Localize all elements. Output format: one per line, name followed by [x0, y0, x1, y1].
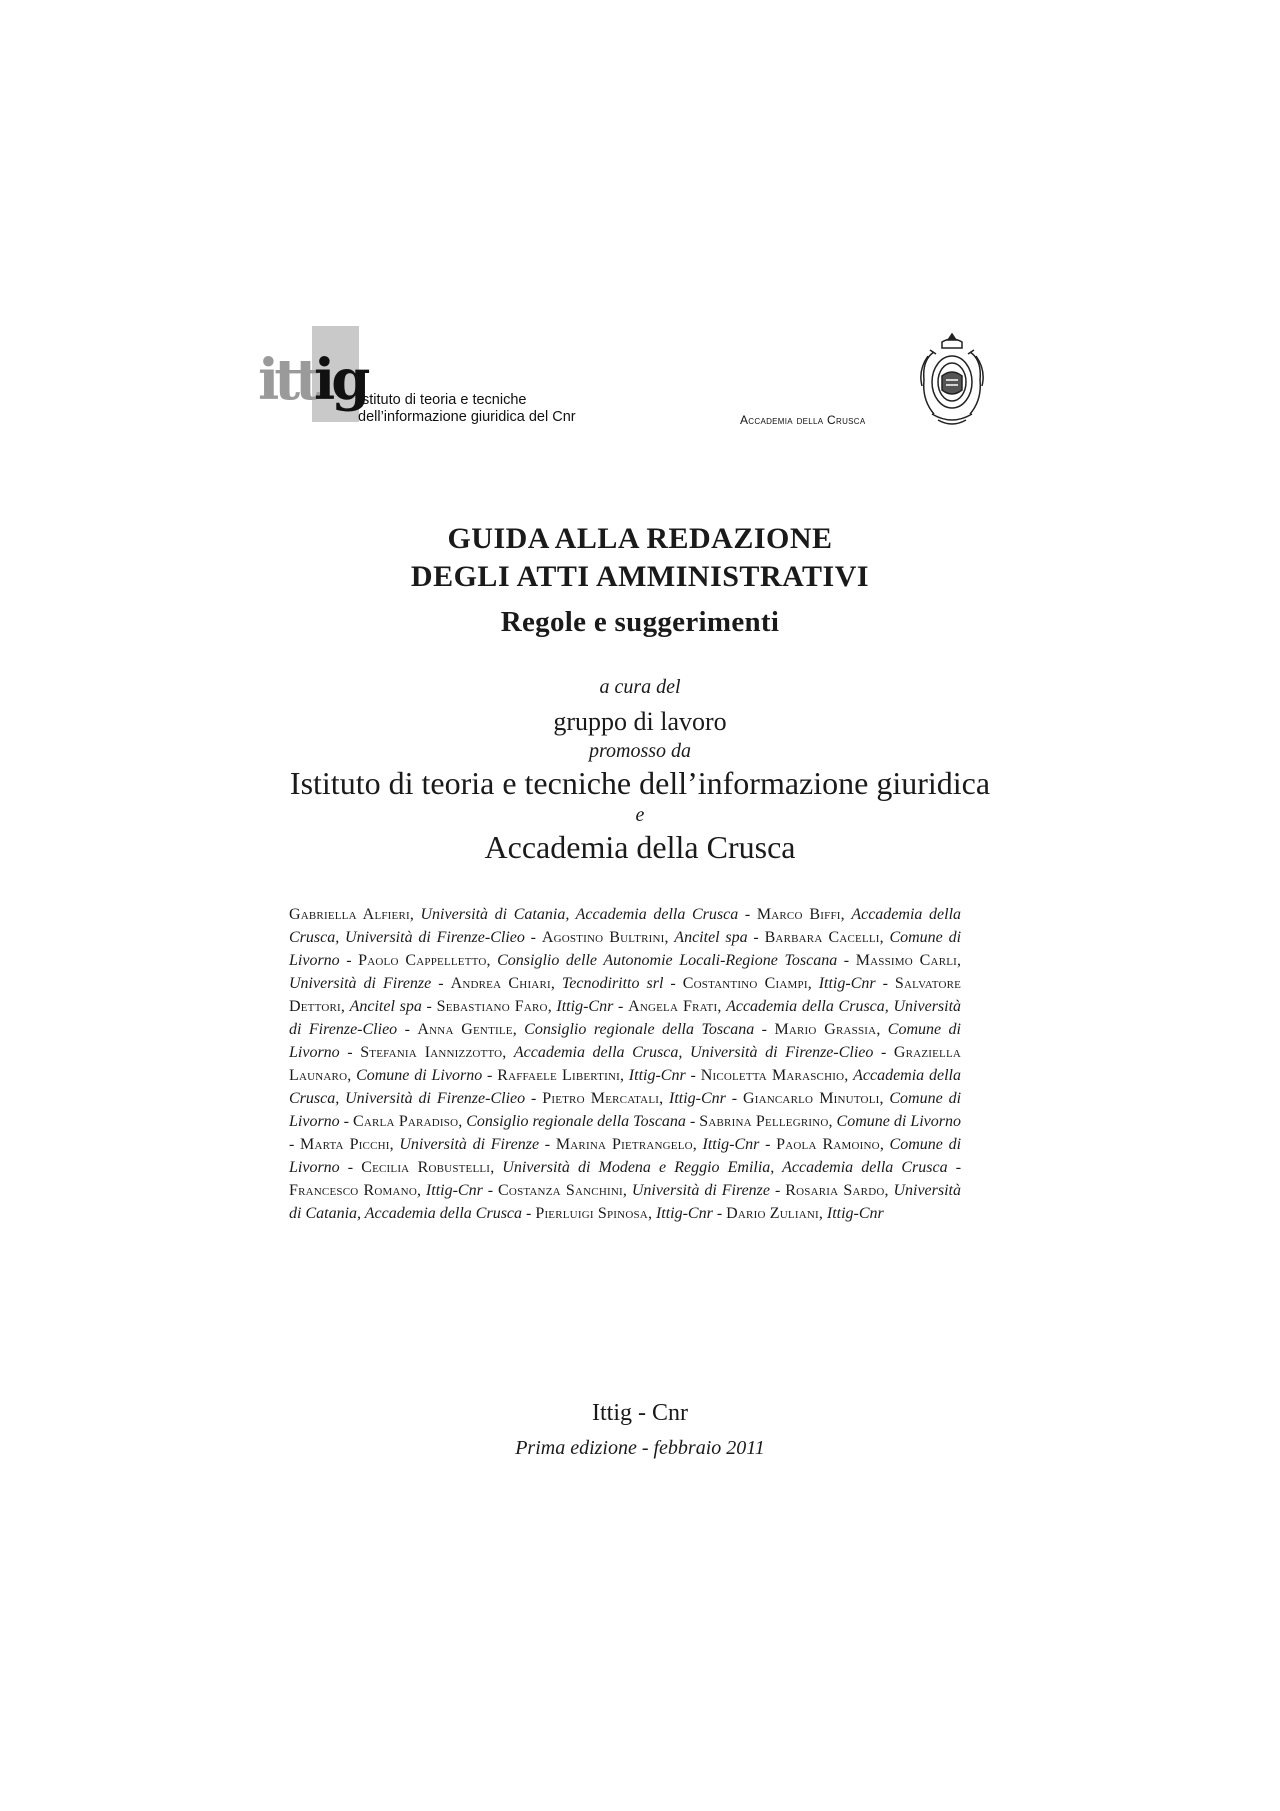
- member-name: Salvatore Dettori: [289, 975, 962, 1015]
- member-affiliation: Comune di Livorno: [289, 1136, 962, 1176]
- member-name: Carla Paradiso: [353, 1113, 459, 1130]
- credits-gruppo: gruppo di lavoro: [553, 707, 727, 736]
- title-line-2: DEGLI ATTI AMMINISTRATIVI: [410, 560, 870, 593]
- crusca-crest-icon: [912, 330, 992, 430]
- member-name: Nicoletta Maraschio: [700, 1067, 845, 1084]
- member-affiliation: Università di Catania, Accademia della Crusca: [289, 1182, 961, 1222]
- members-list: Gabriella Alfieri, Università di Catania, Accademia della Crusca - Marco Biffi, Accademia della Crusca, Università di Firenze-Clieo - Agostino Bultrini, Ancitel spa - Barbara Cacelli, Comune di Livorno - Paolo Cappelletto, Consiglio delle Autonomie Locali-Regione Toscana - Massimo Carli, Università di Firenze - Andrea Chiari, Tecnodiritto srl - Costantino Ciampi, Ittig-Cnr - Salvatore Dettori, Ancitel spa - Sebastiano Faro, Ittig-Cnr - Angela Frati, Accademia della Crusca, Università di Firenze-Clieo - Anna Gentile, Consiglio regionale della Toscana - Mario Grassia, Comune di Livorno - Stefania Iannizzotto, Accademia della Crusca, Università di Firenze-Clieo - Graziella Launaro, Comune di Livorno - Raffaele Libertini, Ittig-Cnr - Nicoletta Maraschio, Accademia della Crusca, Università di Firenze-Clieo - Pietro Mercatali, Ittig-Cnr - Giancarlo Minutoli, Comune di Livorno - Carla Paradiso, Consiglio regionale della Toscana - Sabrina Pellegrino, Comune di Livorno - Marta Picchi, Università di Firenze - Marina Pietrangelo, Ittig-Cnr - Paola Ramoino, Comune di Livorno - Cecilia Robustelli, Università di Modena e Reggio Emilia, Accademia della Crusca - Francesco Romano, Ittig-Cnr - Costanza Sanchini, Università di Firenze - Rosaria Sardo, Università di Catania, Accademia della Crusca - Pierluigi Spinosa, Ittig-Cnr - Dario Zuliani, Ittig-Cnr: [289, 906, 962, 1222]
- member-name: Mario Grassia: [774, 1021, 877, 1038]
- member-name: Costanza Sanchini: [498, 1182, 623, 1199]
- member-affiliation: Ittig-Cnr: [669, 1090, 726, 1107]
- member-affiliation: Accademia della Crusca, Università di Firenze-Clieo: [289, 906, 962, 946]
- member-affiliation: Università di Firenze: [399, 1136, 540, 1153]
- ittig-logo-lower: itt: [258, 347, 317, 413]
- ittig-logo: [258, 326, 598, 426]
- member-affiliation: Accademia della Crusca, Università di Firenze-Clieo: [289, 998, 962, 1038]
- member-affiliation: Università di Catania, Accademia della Crusca: [420, 906, 739, 923]
- member-name: Cecilia Robustelli: [361, 1159, 491, 1176]
- member-name: Dario Zuliani: [726, 1205, 819, 1222]
- crusca-logo: [740, 330, 1000, 430]
- member-affiliation: Ittig-Cnr: [826, 1205, 884, 1222]
- member-name: Marta Picchi: [300, 1136, 390, 1153]
- member-affiliation: Ittig-Cnr: [818, 975, 876, 992]
- member-name: Costantino Ciampi: [682, 975, 808, 992]
- ittig-logo-line2: dell’informazione giuridica del Cnr: [358, 409, 576, 425]
- member-name: Stefania Iannizzotto: [360, 1044, 503, 1061]
- member-name: Paolo Cappelletto: [358, 952, 487, 969]
- member-name: Massimo Carli: [855, 952, 958, 969]
- crusca-logo-text: Accademia della Crusca: [740, 413, 866, 427]
- member-name: Paola Ramoino: [776, 1136, 880, 1153]
- member-affiliation: Consiglio regionale della Toscana: [524, 1021, 755, 1038]
- ittig-logo-text: [358, 392, 576, 426]
- title-block: [0, 520, 1280, 642]
- ittig-logo-ig: ig: [314, 347, 367, 413]
- footer-block: [0, 1398, 1280, 1462]
- member-affiliation: Comune di Livorno: [836, 1113, 961, 1130]
- member-name: Raffaele Libertini: [497, 1067, 620, 1084]
- member-affiliation: Comune di Livorno: [289, 1021, 961, 1061]
- member-name: Gabriella Alfieri: [289, 906, 410, 923]
- credits-block: [0, 675, 1280, 867]
- member-name: Rosaria Sardo: [785, 1182, 885, 1199]
- member-affiliation: Università di Firenze: [289, 975, 432, 992]
- member-affiliation: Tecnodiritto srl: [561, 975, 664, 992]
- member-affiliation: Ittig-Cnr: [628, 1067, 686, 1084]
- subtitle: Regole e suggerimenti: [500, 606, 780, 638]
- member-name: Pietro Mercatali: [542, 1090, 660, 1107]
- member-affiliation: Ittig-Cnr: [425, 1182, 483, 1199]
- member-affiliation: Accademia della Crusca, Università di Firenze-Clieo: [513, 1044, 874, 1061]
- credits-promosso: promosso da: [588, 740, 692, 762]
- member-affiliation: Ittig-Cnr: [556, 998, 614, 1015]
- member-name: Marco Biffi: [756, 906, 841, 923]
- member-name: Francesco Romano: [289, 1182, 417, 1199]
- credits-e: e: [635, 804, 645, 826]
- member-affiliation: Ancitel spa: [674, 929, 748, 946]
- member-affiliation: Consiglio regionale della Toscana: [466, 1113, 686, 1130]
- member-affiliation: Ancitel spa: [349, 998, 422, 1015]
- title-line-1: GUIDA ALLA REDAZIONE: [447, 522, 833, 555]
- member-affiliation: Consiglio delle Autonomie Locali-Regione Toscana: [497, 952, 838, 969]
- member-name: Sebastiano Faro: [436, 998, 548, 1015]
- member-affiliation: Accademia della Crusca, Università di Firenze-Clieo: [289, 1067, 962, 1107]
- member-name: Sabrina Pellegrino: [699, 1113, 829, 1130]
- ittig-logo-line1: Istituto di teoria e tecniche: [358, 392, 527, 408]
- member-affiliation: Comune di Livorno: [289, 1090, 962, 1130]
- credits-istituto: Istituto di teoria e tecniche dell’informazione giuridica: [289, 765, 991, 801]
- member-affiliation: Comune di Livorno: [356, 1067, 483, 1084]
- member-name: Graziella Launaro: [289, 1044, 962, 1084]
- footer-publisher: Ittig - Cnr: [592, 1400, 688, 1426]
- member-name: Pierluigi Spinosa: [535, 1205, 648, 1222]
- member-name: Barbara Cacelli: [764, 929, 880, 946]
- member-name: Agostino Bultrini: [541, 929, 665, 946]
- footer-edition: Prima edizione - febbraio 2011: [515, 1437, 765, 1459]
- member-name: Anna Gentile: [417, 1021, 513, 1038]
- member-affiliation: Ittig-Cnr: [702, 1136, 760, 1153]
- member-affiliation: Comune di Livorno: [289, 929, 962, 969]
- credits-a-cura: a cura del: [599, 676, 681, 698]
- member-affiliation: Università di Modena e Reggio Emilia, Accademia della Crusca: [502, 1159, 948, 1176]
- member-affiliation: Ittig-Cnr: [655, 1205, 713, 1222]
- member-affiliation: Università di Firenze: [631, 1182, 771, 1199]
- member-name: Giancarlo Minutoli: [742, 1090, 880, 1107]
- member-name: Andrea Chiari: [450, 975, 551, 992]
- member-name: Angela Frati: [628, 998, 718, 1015]
- credits-accademia: Accademia della Crusca: [484, 829, 796, 865]
- member-name: Marina Pietrangelo: [555, 1136, 693, 1153]
